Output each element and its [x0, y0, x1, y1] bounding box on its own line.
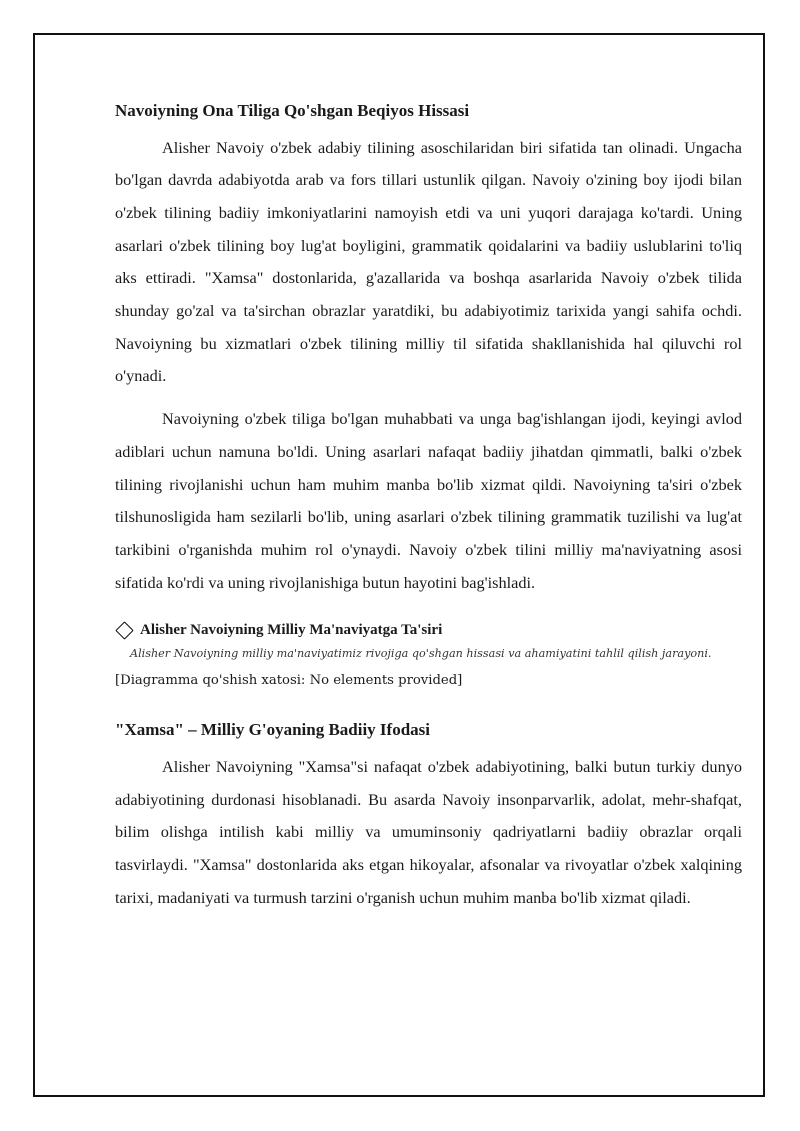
document-body: [115, 92, 742, 914]
diagram-placeholder: [115, 620, 742, 689]
diagram-title: Alisher Navoiyning Milliy Ma'naviyatga Ta'siri: [140, 622, 443, 639]
section-heading-ona-tili: Navoiyning Ona Tiliga Qo'shgan Beqiyos Hissasi: [115, 101, 470, 120]
paragraph: Alisher Navoiy o'zbek adabiy tilining asoschilaridan biri sifatida tan olinadi. Ungacha bo'lgan davrda adabiyotda arab va fors tillari ustunlik qilgan. Navoiy o'zining boy ijodi bilan o'zbek tilining badiiy imkoniyatlarini namoyish etdi va uni yuqori darajaga ko'tardi. Uning asarlari o'zbek tilining boy lug'at boyligini, grammatik qoidalarini va badiiy uslublarini to'liq aks ettiradi. "Xamsa" dostonlarida, g'azallarida va boshqa asarlarida Navoiy o'zbek tilida shunday go'zal va ta'sirchan obrazlar yaratdiki, bu adabiyotimiz tarixida yangi sahifa ochdi. Navoiyning bu xizmatlari o'zbek tilining milliy til sifatida shakllanishida hal qiluvchi rol o'ynadi.: [115, 137, 742, 386]
section-heading-xamsa: "Xamsa" – Milliy G'oyaning Badiiy Ifodasi: [115, 720, 431, 740]
diagram-error-message: [Diagramma qo'shish xatosi: No elements provided]: [115, 673, 463, 689]
paragraph: Navoiyning o'zbek tiliga bo'lgan muhabbati va unga bag'ishlangan ijodi, keyingi avlod adiblari uchun namuna bo'ldi. Uning asarlari nafaqat badiiy jihatdan qimmatli, balki o'zbek tilining rivojlanishi uchun ham muhim manba bo'lib xizmat qildi. Navoiyning ta'siri o'zbek tilshunosligida ham sezilarli bo'lib, uning asarlari o'zbek tilining grammatik tuzilishi va lug'at tarkibini o'rganishda muhim rol o'ynaydi. Navoiy o'zbek tilini milliy ma'naviyatning asosi sifatida ko'rdi va uning rivojlanishiga butun hayotini bag'ishladi.: [115, 409, 742, 592]
diagram-subtitle: Alisher Navoiyning milliy ma'naviyatimiz rivojiga qo'shgan hissasi va ahamiyatini tahlil qilish jarayoni.: [130, 647, 712, 661]
diagram-title-row: [115, 620, 742, 640]
paragraph: Alisher Navoiyning "Xamsa"si nafaqat o'zbek adabiyotining, balki butun turkiy dunyo adabiyotining durdonasi hisoblanadi. Bu asarda Navoiy insonparvarlik, adolat, mehr-shafqat, bilim olishga intilish kabi milliy va umuminsoniy qadriyatlarni badiiy obrazlar orqali tasvirlaydi. "Xamsa" dostonlarida aks etgan hikoyalar, afsonalar va rivoyatlar o'zbek xalqining tarixi, madaniyati va turmush tarzini o'rganish uchun muhim manba bo'lib xizmat qiladi.: [115, 756, 742, 907]
diamond-icon: [115, 621, 133, 639]
